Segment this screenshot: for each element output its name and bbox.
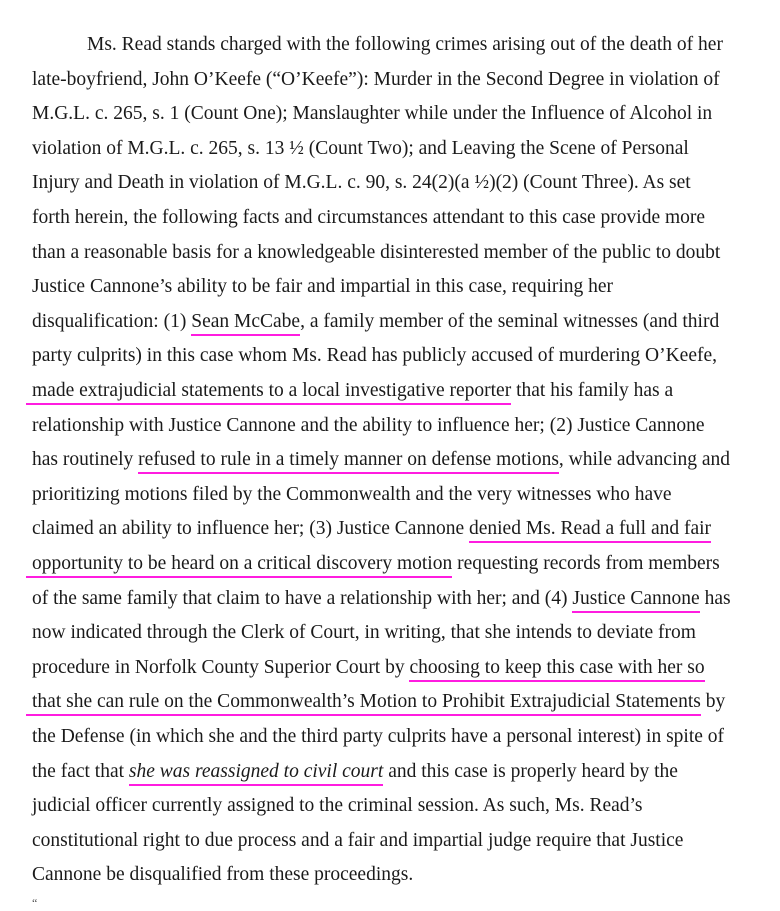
highlighted-phrase: choosing to keep this case with her so bbox=[409, 656, 704, 682]
highlighted-phrase: that she can rule on the Commonwealth’s Motion to Prohibit Extrajudicial Statements bbox=[26, 690, 701, 716]
text-line bbox=[32, 586, 731, 612]
text-line bbox=[32, 759, 678, 785]
text-line bbox=[32, 793, 643, 819]
highlighted-phrase: Justice Cannone bbox=[572, 587, 699, 613]
text-line bbox=[32, 551, 720, 577]
text-segment: M.G.L. c. 265, s. 1 (Count One); Manslaughter while under the Influence of Alcohol in bbox=[32, 103, 713, 125]
text-segment: now indicated through the Clerk of Court, in writing, that she intends to deviate from bbox=[32, 622, 696, 644]
text-segment: prioritizing motions filed by the Commonwealth and the very witnesses who have bbox=[32, 483, 672, 505]
text-line bbox=[32, 378, 673, 404]
text-segment: late-boyfriend, John O’Keefe (“O’Keefe”): Murder in the Second Degree in violation of bbox=[32, 68, 720, 90]
text-segment: procedure in Norfolk County Superior Court by bbox=[32, 656, 410, 678]
text-line bbox=[32, 862, 413, 888]
highlighted-phrase: opportunity to be heard on a critical discovery motion bbox=[26, 552, 452, 578]
text-segment: of the same family that claim to have a relationship with her; and (4) bbox=[32, 587, 573, 609]
highlighted-phrase: she was reassigned to civil court bbox=[129, 760, 383, 786]
text-segment: violation of M.G.L. c. 265, s. 13 ½ (Count Two); and Leaving the Scene of Personal bbox=[32, 137, 689, 159]
text-line bbox=[32, 447, 730, 473]
text-segment: Ms. Read stands charged with the following crimes arising out of the death of her bbox=[87, 34, 723, 55]
text-segment: Cannone be disqualified from these proceedings. bbox=[32, 864, 414, 886]
trailing-mark: “ bbox=[32, 896, 38, 910]
text-segment: , a family member of the seminal witnesses (and third bbox=[300, 310, 720, 332]
text-segment: Injury and Death in violation of M.G.L. c. 90, s. 24(2)(a ½)(2) (Count Three). As set bbox=[32, 172, 691, 194]
text-segment: Justice Cannone’s ability to be fair and impartial in this case, requiring her bbox=[32, 276, 614, 298]
text-line bbox=[32, 620, 696, 646]
text-segment: has routinely bbox=[32, 449, 139, 471]
text-segment: , while advancing and bbox=[558, 449, 731, 471]
highlighted-phrase: made extrajudicial statements to a local investigative reporter bbox=[26, 379, 511, 405]
text-line bbox=[32, 240, 720, 266]
text-segment: has bbox=[699, 587, 731, 609]
text-line bbox=[32, 413, 705, 439]
text-line bbox=[32, 205, 705, 231]
text-segment: than a reasonable basis for a knowledgeable disinterested member of the public to doubt bbox=[32, 241, 721, 263]
text-segment: requesting records from members bbox=[452, 553, 720, 574]
text-line bbox=[32, 101, 712, 127]
text-line bbox=[32, 516, 711, 542]
text-segment: claimed an ability to influence her; (3) Justice Cannone bbox=[32, 518, 469, 540]
text-line bbox=[32, 482, 672, 508]
text-segment: and this case is properly heard by the bbox=[383, 760, 678, 782]
highlighted-phrase: denied Ms. Read a full and fair bbox=[469, 517, 711, 543]
text-line bbox=[32, 136, 689, 162]
text-segment: that his family has a bbox=[511, 380, 674, 401]
text-segment: relationship with Justice Cannone and the ability to influence her; (2) Justice Cannone bbox=[32, 414, 705, 436]
text-line bbox=[32, 67, 720, 93]
text-segment: party culprits) in this case whom Ms. Read has publicly accused of murdering O’Keefe, bbox=[32, 345, 718, 367]
text-segment: constitutional right to due process and a fair and impartial judge require that Justice bbox=[32, 829, 684, 851]
text-line bbox=[32, 828, 683, 854]
text-line bbox=[32, 655, 705, 681]
text-segment: forth herein, the following facts and circumstances attendant to this case provide more bbox=[32, 207, 706, 228]
text-segment: by bbox=[700, 691, 726, 713]
text-line bbox=[32, 689, 725, 715]
text-line bbox=[32, 343, 717, 369]
highlighted-phrase: refused to rule in a timely manner on defense motions bbox=[138, 448, 559, 474]
text-line bbox=[32, 309, 719, 335]
text-segment: disqualification: (1) bbox=[32, 310, 192, 332]
text-segment: the fact that bbox=[32, 760, 129, 782]
text-line bbox=[87, 32, 723, 58]
text-line bbox=[32, 274, 613, 300]
highlighted-phrase: Sean McCabe bbox=[191, 310, 300, 336]
text-line bbox=[32, 724, 724, 750]
text-segment: judicial officer currently assigned to the criminal session. As such, Ms. Read’s bbox=[32, 795, 643, 817]
text-line bbox=[32, 170, 691, 196]
text-segment: the Defense (in which she and the third party culprits have a personal interest) in spite of bbox=[32, 726, 725, 747]
